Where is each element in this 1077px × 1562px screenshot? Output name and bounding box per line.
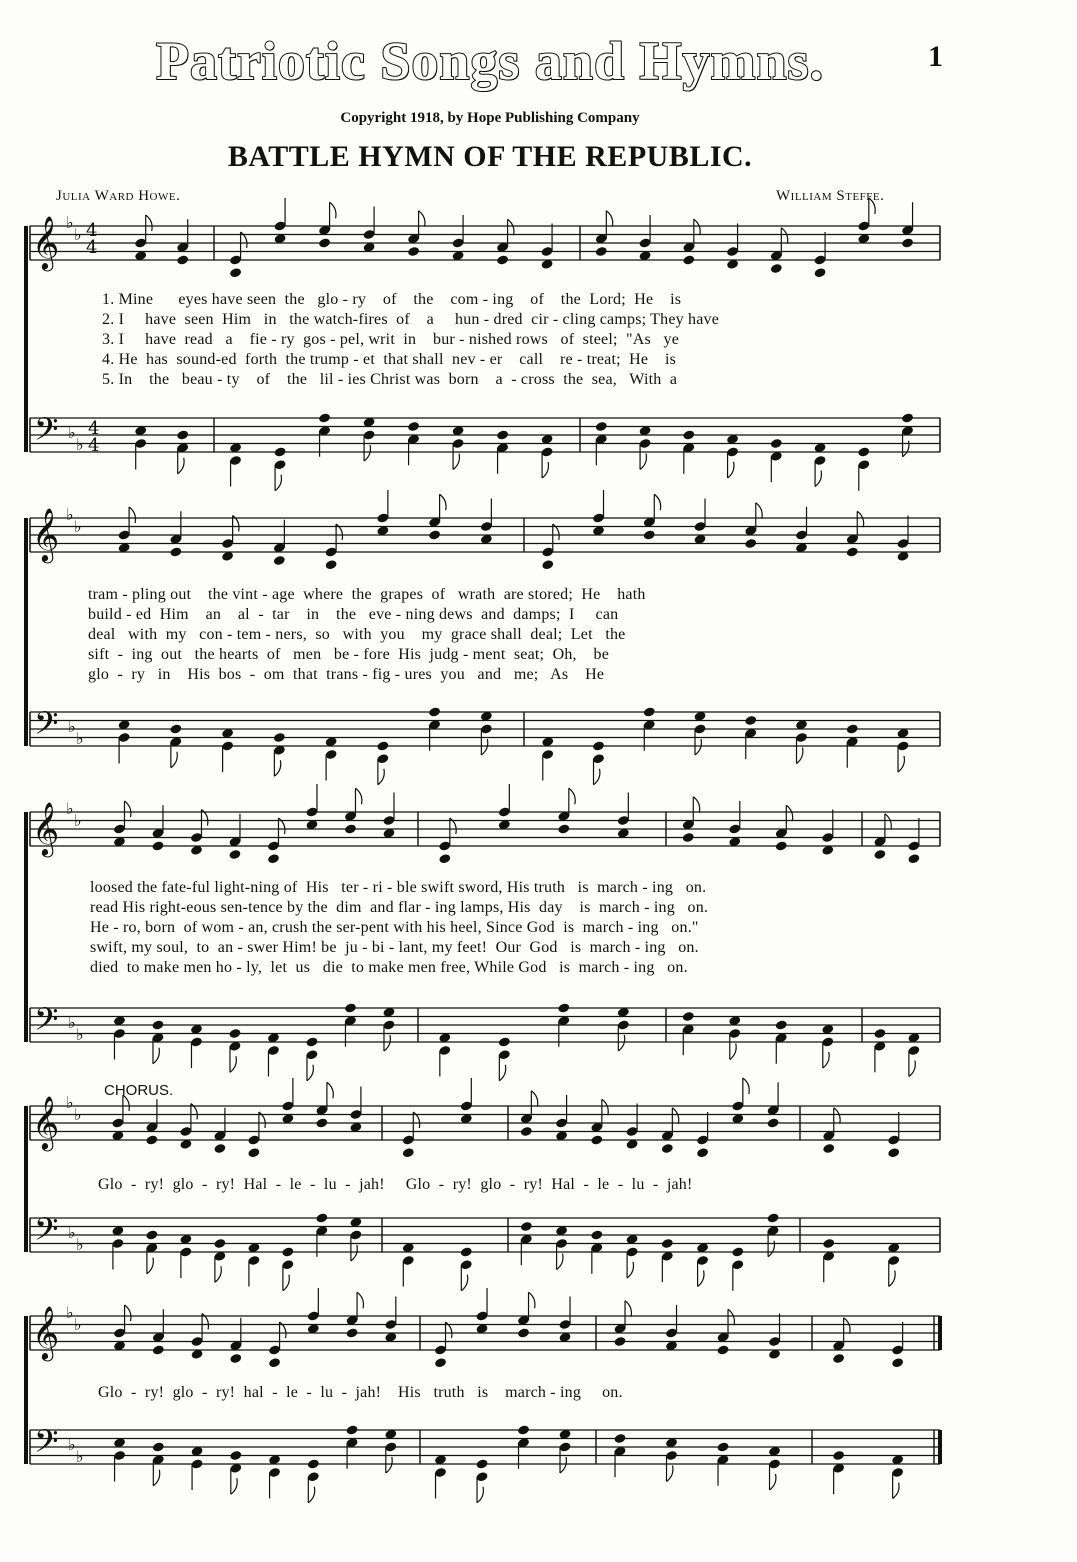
- system-4-treble-notehead: [767, 1117, 780, 1128]
- system-1-treble-notehead: [814, 267, 827, 278]
- system-1-treble-flat-e: ♭: [74, 225, 82, 244]
- system-2-bass-notehead: [273, 732, 286, 743]
- system-5-treble-notehead-flag: [625, 1301, 631, 1317]
- system-5-treble-notehead: [891, 1357, 904, 1368]
- composer-credit: William Steffe.: [776, 188, 885, 204]
- page-number: 1: [928, 40, 943, 73]
- system-1-treble-flat-b: ♭: [66, 213, 74, 232]
- system-3-treble-notehead: [907, 853, 920, 864]
- system-5-treble-notehead: [268, 1357, 281, 1368]
- system-2-treble-notehead: [325, 559, 338, 570]
- system-3-treble-flat-e: ♭: [74, 811, 82, 830]
- system-5-treble-notehead-flag: [529, 1292, 535, 1308]
- system-4-treble-notehead: [315, 1117, 328, 1128]
- system-5-bass-flat-e: ♭: [76, 1447, 84, 1466]
- system-1-treble-notehead: [770, 263, 783, 274]
- system-5-bass-notehead-flag: [231, 1478, 237, 1494]
- system-4-bass-notehead-flag: [283, 1275, 289, 1291]
- system-4-bass-flat-e: ♭: [76, 1235, 84, 1254]
- system-4-treble-notehead: [661, 1143, 674, 1154]
- system-5-bass-notehead-flag: [667, 1466, 673, 1482]
- system-3-bass-notehead: [775, 1019, 788, 1030]
- system-1-treble-notehead-flag: [330, 202, 336, 218]
- system-3-bass-notehead: [557, 1002, 570, 1013]
- system-4-treble-notehead: [590, 1134, 603, 1145]
- system-1-bass-notehead-flag: [542, 462, 548, 478]
- system-2-treble-notehead: [541, 559, 554, 570]
- system-3-treble-notehead: [438, 853, 451, 864]
- system-4-bass-notehead-flag: [698, 1271, 704, 1287]
- system-2-treble-notehead: [846, 546, 859, 557]
- system-4-treble-notehead: [402, 1147, 415, 1158]
- system-2-bass-notehead-flag: [378, 769, 384, 785]
- system-4-bass-notehead: [460, 1246, 473, 1257]
- system-1-treble-treble-clef: 𝄞: [32, 215, 60, 269]
- system-1-treble-notehead: [595, 246, 608, 257]
- system-5-bass-flat-b: ♭: [68, 1435, 76, 1454]
- system-2-bass-notehead-flag: [481, 739, 487, 755]
- system-2-treble-notehead: [169, 546, 182, 557]
- system-4-bass-notehead-flag: [627, 1262, 633, 1278]
- system-4-treble-notehead-flag: [672, 1108, 678, 1124]
- system-3-treble-treble-clef: 𝄞: [32, 801, 60, 855]
- system-2-bass-bass-clef: 𝄢: [34, 705, 59, 749]
- system-3-bass-notehead: [682, 1011, 695, 1022]
- system-1-bass-notehead-flag: [640, 454, 646, 470]
- system-3-treble-notehead: [228, 849, 241, 860]
- system-2-treble-flat-b: ♭: [66, 505, 74, 524]
- system-1-treble-notehead: [318, 237, 331, 248]
- system-5-bass-notehead: [229, 1450, 242, 1461]
- system-4-treble-notehead: [696, 1147, 709, 1158]
- system-3-bass-notehead-flag: [230, 1056, 236, 1072]
- system-1-treble-notehead: [496, 254, 509, 265]
- lyrics-block-1: [102, 291, 719, 391]
- system-5-treble-notehead-flag: [125, 1305, 131, 1321]
- system-3-bass-notehead-flag: [730, 1044, 736, 1060]
- system-4-bass-notehead: [145, 1229, 158, 1240]
- verse-3-line-2: deal with my con - tem - ners, so with you my grace shall deal; Let the: [88, 626, 626, 643]
- system-1-bass-notehead: [901, 412, 914, 423]
- system-1-treble-timesig-top: 4: [86, 220, 98, 241]
- system-5-bass-notehead: [716, 1441, 729, 1452]
- system-1-bass-notehead: [318, 412, 331, 423]
- verse-4-line-2: sift - ing out the hearts of men be - fore His judg - ment seat; Oh, be: [88, 646, 610, 663]
- system-1-treble-notehead: [901, 237, 914, 248]
- system-3-bass-bass-clef: 𝄢: [34, 1001, 59, 1045]
- system-5-treble-notehead: [517, 1327, 530, 1338]
- system-3-treble-notehead-flag: [786, 805, 792, 821]
- system-4-treble-treble-clef: 𝄞: [32, 1095, 60, 1149]
- system-1-bass-notehead-flag: [728, 462, 734, 478]
- song-title: BATTLE HYMN OF THE REPUBLIC.: [227, 140, 753, 173]
- system-3-treble-notehead-flag: [355, 788, 361, 804]
- system-1-treble-notehead-flag: [419, 211, 425, 227]
- system-1-bass-bass-clef: 𝄢: [34, 411, 59, 455]
- system-3-bass-notehead: [344, 1002, 357, 1013]
- system-5-bass-notehead: [475, 1458, 488, 1469]
- system-3-treble-notehead-flag: [693, 797, 699, 813]
- system-4-bass-notehead: [213, 1238, 226, 1249]
- system-4-bass-notehead: [281, 1246, 294, 1257]
- system-2-bass-notehead-flag: [898, 756, 904, 772]
- system-1-bass-flat-e: ♭: [76, 435, 84, 454]
- system-1-bass-notehead: [407, 421, 420, 432]
- system-1-treble-notehead: [407, 246, 420, 257]
- system-3-treble-notehead: [151, 840, 164, 851]
- system-2-bass-notehead: [428, 706, 441, 717]
- chorus-lyrics-line-1: Glo - ry! glo - ry! Hal - le - lu - jah! Glo - ry! glo - ry! Hal - le - lu - jah!: [98, 1176, 693, 1193]
- system-3-bass-notehead: [305, 1036, 318, 1047]
- verse-4-line-1: 4. He has sound-ed forth the trump - et that shall nev - er call re - treat; He is: [102, 351, 677, 368]
- verse-4-line-3: swift, my soul, to an - swer Him! be ju - bi - lant, my feet! Our God is march - ing on.: [90, 939, 699, 956]
- system-5-bass-notehead-flag: [893, 1483, 899, 1499]
- system-2-bass-notehead: [846, 723, 859, 734]
- system-5-bass-notehead-flag: [308, 1487, 314, 1503]
- verse-1-line-2: tram - pling out the vint - age where the grapes of wrath are stored; He hath: [88, 586, 646, 603]
- system-1-treble-notehead-flag: [146, 215, 152, 231]
- system-2-bass-notehead-flag: [797, 748, 803, 764]
- system-3-bass-notehead-flag: [909, 1061, 915, 1077]
- system-4-bass-notehead: [520, 1221, 533, 1232]
- system-5-bass-notehead: [613, 1433, 626, 1444]
- book-title: Patriotic Songs and Hymns.: [155, 31, 825, 91]
- system-5-treble-notehead: [346, 1327, 359, 1338]
- system-4-bass-notehead: [590, 1229, 603, 1240]
- system-1-treble-notehead-flag: [694, 219, 700, 235]
- system-2-bass-notehead: [744, 715, 757, 726]
- system-1-bass-notehead-flag: [275, 475, 281, 491]
- system-3-bass-flat-e: ♭: [76, 1025, 84, 1044]
- system-2-bass-notehead: [376, 740, 389, 751]
- system-1-treble-timesig-bottom: 4: [86, 237, 98, 258]
- system-3-bass-notehead: [498, 1036, 511, 1047]
- system-5-treble-notehead: [613, 1336, 626, 1347]
- system-4-treble-notehead-flag: [531, 1091, 537, 1107]
- system-2-bass-notehead-flag: [274, 760, 280, 776]
- system-4-treble-notehead-flag: [743, 1078, 749, 1094]
- system-2-bass-notehead-flag: [171, 752, 177, 768]
- system-5-bass-notehead-flag: [560, 1457, 566, 1473]
- system-4-bass-notehead-flag: [215, 1266, 221, 1282]
- system-4-bass-bass-clef: 𝄢: [34, 1211, 59, 1255]
- system-2-treble-notehead-flag: [440, 494, 446, 510]
- system-2-treble-notehead-flag: [756, 503, 762, 519]
- system-4-treble-notehead: [145, 1134, 158, 1145]
- system-3-bass-notehead-flag: [307, 1065, 313, 1081]
- system-1-bass-flat-b: ♭: [68, 423, 76, 442]
- system-2-bass-notehead-flag: [695, 739, 701, 755]
- verse-2-line-2: build - ed Him an al - tar in the eve - ning dews and damps; I can: [88, 606, 619, 623]
- system-4-treble-notehead: [213, 1143, 226, 1154]
- system-4-treble-flat-e: ♭: [74, 1105, 82, 1124]
- verse-2-line-3: read His right-eous sen-tence by the dim and flar - ing lamps, His day is march - ing on.: [90, 899, 709, 916]
- system-4-bass-notehead: [315, 1212, 328, 1223]
- system-4-treble-notehead-flag: [834, 1108, 840, 1124]
- system-5-bass-notehead: [152, 1441, 165, 1452]
- system-2-treble-notehead: [428, 529, 441, 540]
- system-2-treble-flat-e: ♭: [74, 517, 82, 536]
- system-4-treble-notehead: [822, 1143, 835, 1154]
- system-1-treble-notehead-flag: [869, 198, 875, 214]
- system-2-bass-notehead: [592, 740, 605, 751]
- lyricist-credit: Julia Ward Howe.: [56, 188, 181, 204]
- system-4-treble-notehead-flag: [327, 1082, 333, 1098]
- system-4-bass-notehead: [731, 1246, 744, 1257]
- system-3-bass-notehead-flag: [384, 1035, 390, 1051]
- system-1-bass-notehead: [176, 429, 189, 440]
- system-2-treble-notehead-flag: [129, 507, 135, 523]
- system-5-treble-notehead: [716, 1344, 729, 1355]
- system-3-treble-notehead-flag: [124, 801, 130, 817]
- system-5-treble-notehead: [832, 1353, 845, 1364]
- system-5-bass-notehead: [517, 1424, 530, 1435]
- system-5-treble-flat-e: ♭: [74, 1315, 82, 1334]
- verse-5-line-2: glo - ry in His bos - om that trans - fig - ures you and me; As He: [88, 666, 605, 683]
- system-5-treble-notehead-flag: [357, 1292, 363, 1308]
- system-5-treble-notehead: [152, 1344, 165, 1355]
- system-5-bass-notehead: [346, 1424, 359, 1435]
- system-5-treble-notehead: [434, 1357, 447, 1368]
- system-3-treble-notehead: [873, 849, 886, 860]
- system-1-bass-notehead-flag: [364, 445, 370, 461]
- system-5-bass-notehead-flag: [386, 1457, 392, 1473]
- system-5-bass-bass-clef: 𝄢: [34, 1423, 59, 1467]
- system-4-treble-flat-b: ♭: [66, 1093, 74, 1112]
- system-4-bass-flat-b: ♭: [68, 1223, 76, 1242]
- system-1-bass-notehead-flag: [453, 454, 459, 470]
- system-1-bass-notehead: [496, 429, 509, 440]
- system-5-bass-notehead-flag: [153, 1470, 159, 1486]
- system-1-treble-notehead: [682, 254, 695, 265]
- system-2-bass-flat-b: ♭: [68, 717, 76, 736]
- system-1-bass-timesig-bottom: 4: [88, 435, 100, 456]
- system-1-bass-notehead: [857, 446, 870, 457]
- verse-5-line-1: 5. In the beau - ty of the lil - ies Christ was born a - cross the sea, With a: [102, 371, 678, 388]
- system-3-treble-notehead: [557, 823, 570, 834]
- system-3-bass-notehead: [228, 1028, 241, 1039]
- system-3-treble-flat-b: ♭: [66, 799, 74, 818]
- system-2-treble-notehead-flag: [654, 494, 660, 510]
- system-2-treble-notehead: [744, 538, 757, 549]
- system-1-treble-notehead: [176, 254, 189, 265]
- system-1-bass-notehead: [595, 421, 608, 432]
- system-1-bass-notehead: [682, 429, 695, 440]
- system-3-treble-notehead: [775, 840, 788, 851]
- system-1-treble-notehead-flag: [781, 228, 787, 244]
- system-4-bass-notehead-flag: [147, 1258, 153, 1274]
- system-3-treble-notehead-flag: [885, 814, 891, 830]
- system-1-bass-notehead: [770, 438, 783, 449]
- system-2-bass-notehead: [643, 706, 656, 717]
- system-4-treble-notehead-flag: [602, 1099, 608, 1115]
- system-2-treble-notehead: [643, 529, 656, 540]
- verse-3-line-3: He - ro, born of wom - an, crush the ser-pent with his heel, Since God is march - ing on.": [90, 919, 699, 936]
- system-3-bass-notehead-flag: [823, 1052, 829, 1068]
- system-3-bass-notehead-flag: [618, 1035, 624, 1051]
- system-4-bass-notehead-flag: [351, 1245, 357, 1261]
- system-3-treble-notehead: [682, 832, 695, 843]
- verse-5-line-3: died to make men ho - ly, let us die to make men free, While God is march - ing on.: [90, 959, 688, 976]
- system-2-treble-notehead-flag: [857, 511, 863, 527]
- system-5-treble-notehead: [229, 1353, 242, 1364]
- system-2-bass-notehead: [169, 723, 182, 734]
- system-2-bass-notehead-flag: [594, 769, 600, 785]
- system-3-treble-notehead: [344, 823, 357, 834]
- system-1-bass-timesig-top: 4: [88, 418, 100, 439]
- verse-1-line-1: 1. Mine eyes have seen the glo - ry of the com - ing of the Lord; He is: [102, 291, 682, 308]
- system-4-bass-notehead-flag: [557, 1254, 563, 1270]
- verse-2-line-1: 2. I have seen Him in the watch-fires of a hun - dred cir - cling camps; They have: [102, 311, 720, 328]
- system-3-bass-notehead-flag: [499, 1065, 505, 1081]
- system-2-bass-flat-e: ♭: [76, 729, 84, 748]
- system-2-treble-notehead: [273, 555, 286, 566]
- verse-1-line-3: loosed the fate-ful light-ning of His ter - ri - ble swift sword, His truth is march - ing on.: [90, 879, 707, 896]
- system-3-bass-notehead: [151, 1019, 164, 1030]
- system-4-bass-notehead: [661, 1238, 674, 1249]
- system-4-treble-notehead: [520, 1126, 533, 1137]
- system-1-treble-notehead-flag: [606, 211, 612, 227]
- system-1-bass-notehead-flag: [178, 458, 184, 474]
- system-1-bass-notehead: [274, 446, 287, 457]
- system-1-bass-notehead-flag: [815, 471, 821, 487]
- system-4-bass-notehead-flag: [461, 1275, 467, 1291]
- system-3-bass-notehead-flag: [153, 1048, 159, 1064]
- system-5-bass-notehead: [832, 1450, 845, 1461]
- system-1-treble-notehead-flag: [508, 219, 514, 235]
- system-5-treble-treble-clef: 𝄞: [32, 1305, 60, 1359]
- system-5-treble-notehead-flag: [844, 1318, 850, 1334]
- copyright-notice: Copyright 1918, by Hope Publishing Company: [340, 110, 640, 126]
- system-4-bass-notehead-flag: [889, 1271, 895, 1287]
- system-4-treble-notehead: [247, 1147, 260, 1158]
- lyrics-block-3: [90, 879, 708, 979]
- chorus-lyrics-line-2: Glo - ry! glo - ry! hal - le - lu - jah! His truth is march - ing on.: [98, 1384, 623, 1401]
- system-3-bass-flat-b: ♭: [68, 1013, 76, 1032]
- system-5-bass-notehead-flag: [477, 1487, 483, 1503]
- system-3-treble-notehead-flag: [569, 788, 575, 804]
- system-4-bass-notehead: [822, 1238, 835, 1249]
- system-3-bass-notehead: [873, 1028, 886, 1039]
- system-3-treble-notehead: [267, 853, 280, 864]
- system-5-bass-notehead: [307, 1458, 320, 1469]
- chorus-label: CHORUS.: [104, 1082, 174, 1099]
- lyrics-block-2: [88, 586, 646, 686]
- verse-3-line-1: 3. I have read a fie - ry gos - pel, writ in bur - nished rows of steel; "As ye: [102, 331, 680, 348]
- system-5-treble-notehead-flag: [728, 1309, 734, 1325]
- system-4-bass-notehead: [767, 1212, 780, 1223]
- system-2-treble-treble-clef: 𝄞: [32, 507, 60, 561]
- system-5-treble-flat-b: ♭: [66, 1303, 74, 1322]
- system-1-treble-notehead: [229, 267, 242, 278]
- system-5-bass-notehead-flag: [770, 1474, 776, 1490]
- system-4-treble-notehead: [887, 1147, 900, 1158]
